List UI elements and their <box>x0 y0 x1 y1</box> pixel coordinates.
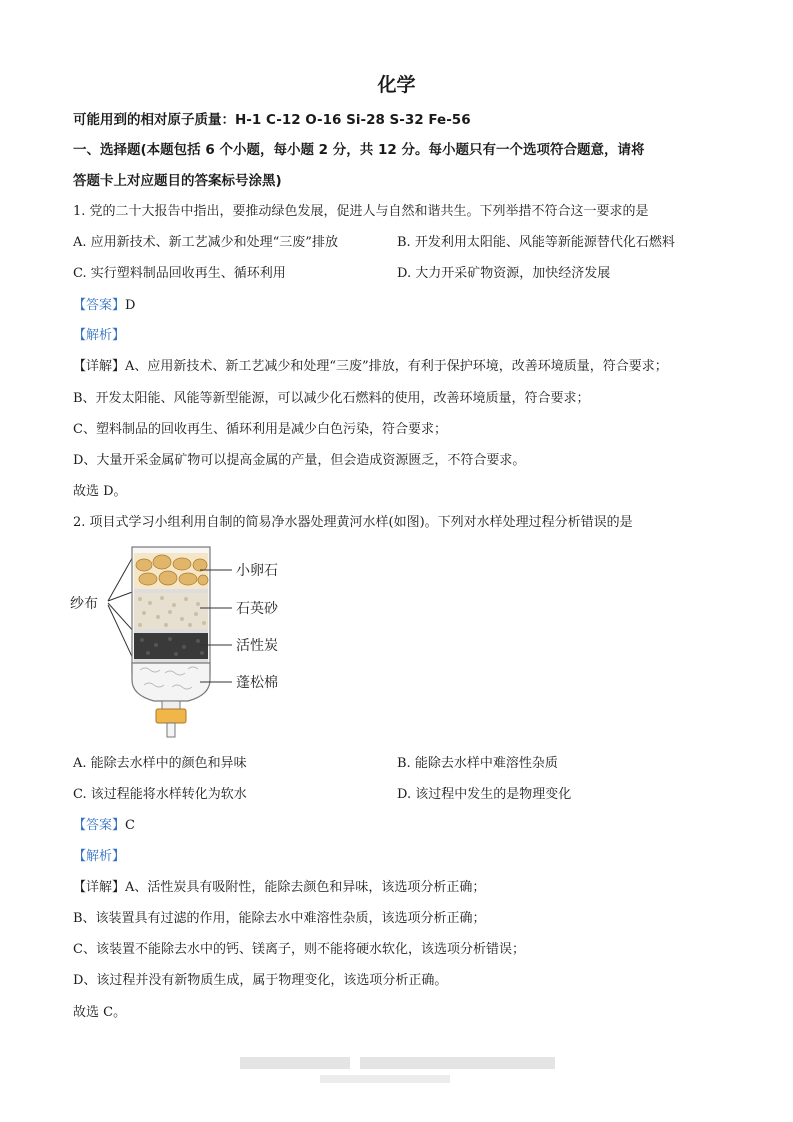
water-purifier-figure <box>70 545 290 740</box>
q2-option-d: D. 该过程中发生的是物理变化 <box>397 787 572 802</box>
q2-detail-line-1 <box>73 879 485 897</box>
q1-detail-1: A、应用新技术、新工艺减少和处理“三废”排放，有利于保护环境，改善环境质量，符合要求； <box>125 359 668 374</box>
q2-answer-line <box>73 817 135 835</box>
q1-detail-2: B、开发太阳能、风能等新型能源，可以减少化石燃料的使用，改善环境质量，符合要求； <box>73 391 590 406</box>
atomic-masses: 可能用到的相对原子质量：H-1 C-12 O-16 Si-28 S-32 Fe-56 <box>73 112 471 128</box>
q1-detail-tag: 【详解】 <box>73 359 126 374</box>
activated-carbon-layer <box>134 633 208 659</box>
gauze-leader-lines <box>108 553 135 663</box>
q1-analysis-tag: 【解析】 <box>73 328 126 343</box>
page-title: 化学 <box>377 74 416 96</box>
q2-answer-tag: 【答案】 <box>73 818 126 833</box>
footer-watermark-right <box>360 1057 555 1069</box>
q2-option-c: C. 该过程能将水样转化为软水 <box>73 787 247 802</box>
label-cotton: 蓬松棉 <box>236 675 278 691</box>
q1-conclusion: 故选 D。 <box>73 484 127 499</box>
water-purifier-diagram <box>70 545 290 740</box>
q2-detail-2: B、该装置具有过滤的作用，能除去水中难溶性杂质，该选项分析正确； <box>73 911 486 926</box>
footer-watermark-left <box>240 1057 350 1069</box>
q1-detail-3: C、塑料制品的回收再生、循环利用是减少白色污染，符合要求； <box>73 422 447 437</box>
q2-detail-3: C、该装置不能除去水中的钙、镁离子，则不能将硬水软化，该选项分析错误； <box>73 942 525 957</box>
q1-detail-4: D、大量开采金属矿物可以提高金属的产量，但会造成资源匮乏，不符合要求。 <box>73 453 526 468</box>
q1-answer-tag: 【答案】 <box>73 298 126 313</box>
q2-detail-tag: 【详解】 <box>73 880 126 895</box>
cotton-section <box>132 663 210 701</box>
gauze-strip-1 <box>134 589 208 593</box>
q2-option-b: B. 能除去水样中难溶性杂质 <box>397 756 558 771</box>
q2-conclusion: 故选 C。 <box>73 1005 127 1020</box>
q2-detail-1: A、活性炭具有吸附性，能除去颜色和异味，该选项分析正确； <box>125 880 486 895</box>
label-gauze: 纱布 <box>70 596 98 612</box>
q1-option-b: B. 开发利用太阳能、风能等新能源替代化石燃料 <box>397 235 675 250</box>
label-pebbles: 小卵石 <box>236 563 278 579</box>
q1-option-c: C. 实行塑料制品回收再生、循环利用 <box>73 266 286 281</box>
q1-option-d: D. 大力开采矿物资源，加快经济发展 <box>397 266 611 281</box>
footer-watermark-sub <box>320 1075 450 1083</box>
gauze-strip-2 <box>134 629 208 633</box>
outlet-tap <box>156 709 186 723</box>
q1-detail-line-1 <box>73 358 668 376</box>
outlet-spout <box>167 723 175 737</box>
q2-answer: C <box>125 818 135 833</box>
q2-option-a: A. 能除去水样中的颜色和异味 <box>73 756 247 771</box>
q2-detail-4: D、该过程并没有新物质生成，属于物理变化，该选项分析正确。 <box>73 973 448 988</box>
q2-analysis-tag: 【解析】 <box>73 849 126 864</box>
label-activated-carbon: 活性炭 <box>236 638 278 654</box>
q2-stem: 2. 项目式学习小组利用自制的简易净水器处理黄河水样(如图)。下列对水样处理过程分析错误的是 <box>73 515 633 530</box>
outlet-neck <box>162 701 180 709</box>
q1-stem: 1. 党的二十大报告中指出，要推动绿色发展，促进人与自然和谐共生。下列举措不符合这一要求的是 <box>73 204 649 219</box>
q1-answer-line <box>73 297 135 315</box>
section-heading-line-2: 答题卡上对应题目的答案标号涂黑) <box>73 173 282 189</box>
q1-option-a: A. 应用新技术、新工艺减少和处理“三废”排放 <box>73 235 338 250</box>
q1-answer: D <box>125 298 136 313</box>
label-quartz-sand: 石英砂 <box>236 601 278 617</box>
section-heading-line-1: 一、选择题(本题包括 6 个小题，每小题 2 分，共 12 分。每小题只有一个选项符合题意，请将 <box>73 142 645 158</box>
